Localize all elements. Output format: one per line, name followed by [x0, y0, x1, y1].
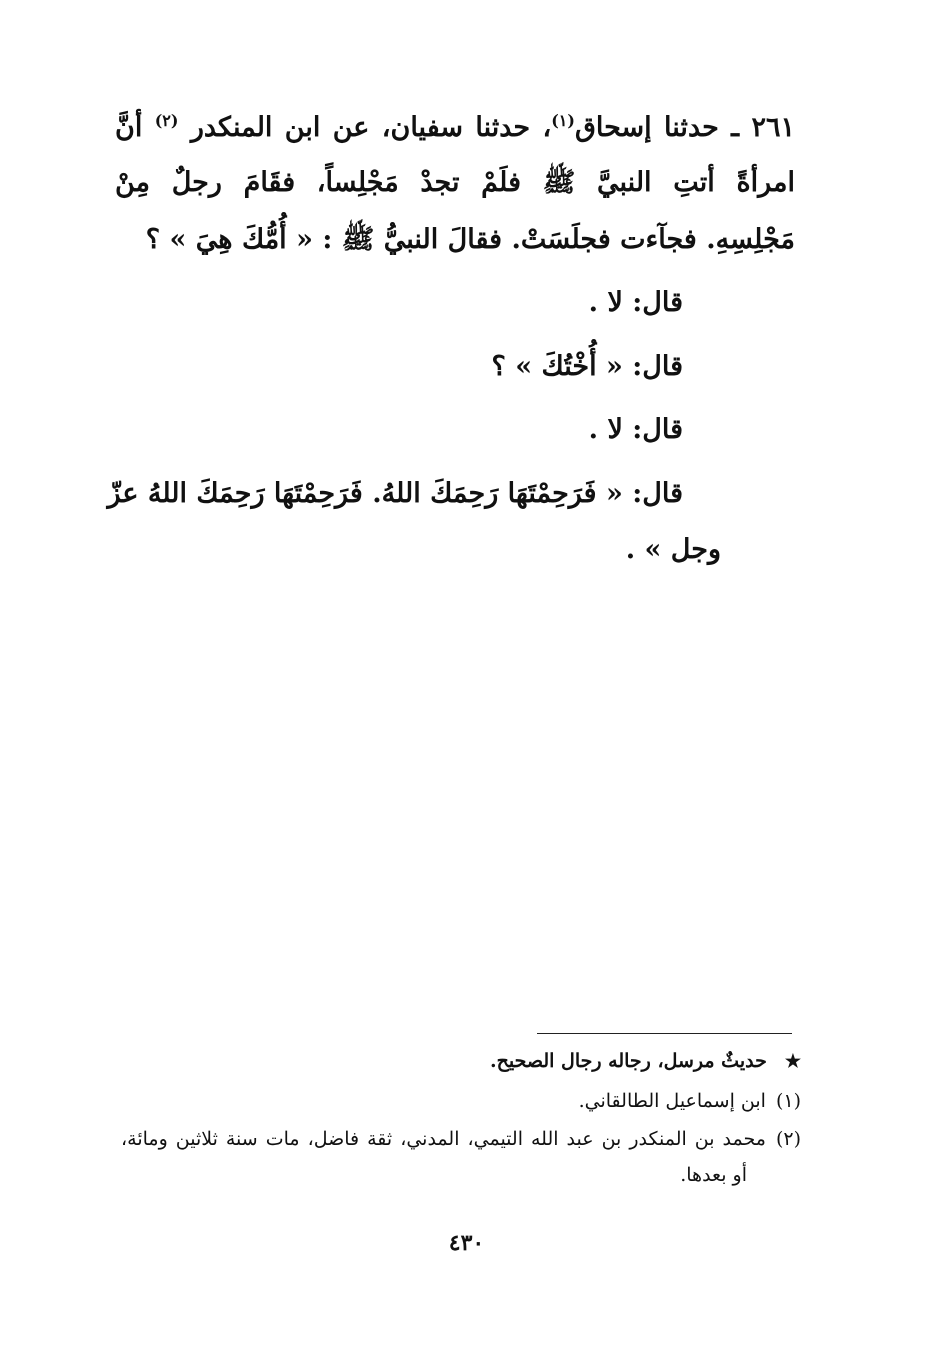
hadith-number: ٢٦١: [751, 112, 795, 143]
dialogue-line-3: قال: لا .: [588, 414, 683, 445]
hadith-segment-3: أنَّ: [115, 112, 155, 143]
star-icon: ★: [784, 1051, 801, 1072]
hadith-segment-2: ، حدثنا سفيان، عن ابن المنكدر: [178, 112, 552, 143]
footnote-2-continuation: أو بعدها.: [680, 1164, 747, 1186]
footnote-1-number: (١): [775, 1090, 801, 1112]
footnote-star-text: حديثٌ مرسل، رجاله رجال الصحيح.: [490, 1050, 767, 1072]
dialogue-line-2: قال: « أُخْتُكَ » ؟: [491, 351, 683, 382]
hadith-dash: ـ: [718, 112, 752, 143]
footnote-1: [579, 1086, 801, 1116]
hadith-segment-1: حدثنا إسحاق: [574, 112, 719, 143]
footnote-1-text: ابن إسماعيل الطالقاني.: [578, 1090, 766, 1112]
dialogue-line-5: وجل » .: [625, 534, 721, 565]
dialogue-line-4: قال: « فَرَحِمْتَهَا رَحِمَكَ اللهُ. فَرَحِمْتَهَا رَحِمَكَ اللهُ عزّ: [107, 478, 683, 509]
hadith-line-2: امرأةً أتتِ النبيَّ ﷺ فلَمْ تجدْ مَجْلِساً، فقَامَ رجلٌ مِنْ: [115, 167, 795, 198]
footnote-2-text: محمد بن المنكدر بن عبد الله التيمي، المدني، ثقة فاضل، مات سنة ثلاثين ومائة،: [121, 1128, 766, 1150]
footnote-2: [121, 1124, 801, 1154]
hadith-line-1: [115, 108, 795, 148]
footnote-separator: [537, 1033, 792, 1034]
footnote-2-number: (٢): [775, 1128, 801, 1150]
footnote-marker-1: (١): [551, 111, 575, 130]
footnote-marker-2: (٢): [154, 111, 179, 130]
hadith-line-3: مَجْلِسِهِ. فجآءت فجلَسَتْ. فقالَ النبيُّ ﷺ : « أُمُّكَ هِيَ » ؟: [145, 224, 795, 255]
footnote-star: [490, 1046, 801, 1077]
dialogue-line-1: قال: لا .: [588, 287, 683, 318]
page-number: ٤٣٠: [448, 1230, 485, 1256]
